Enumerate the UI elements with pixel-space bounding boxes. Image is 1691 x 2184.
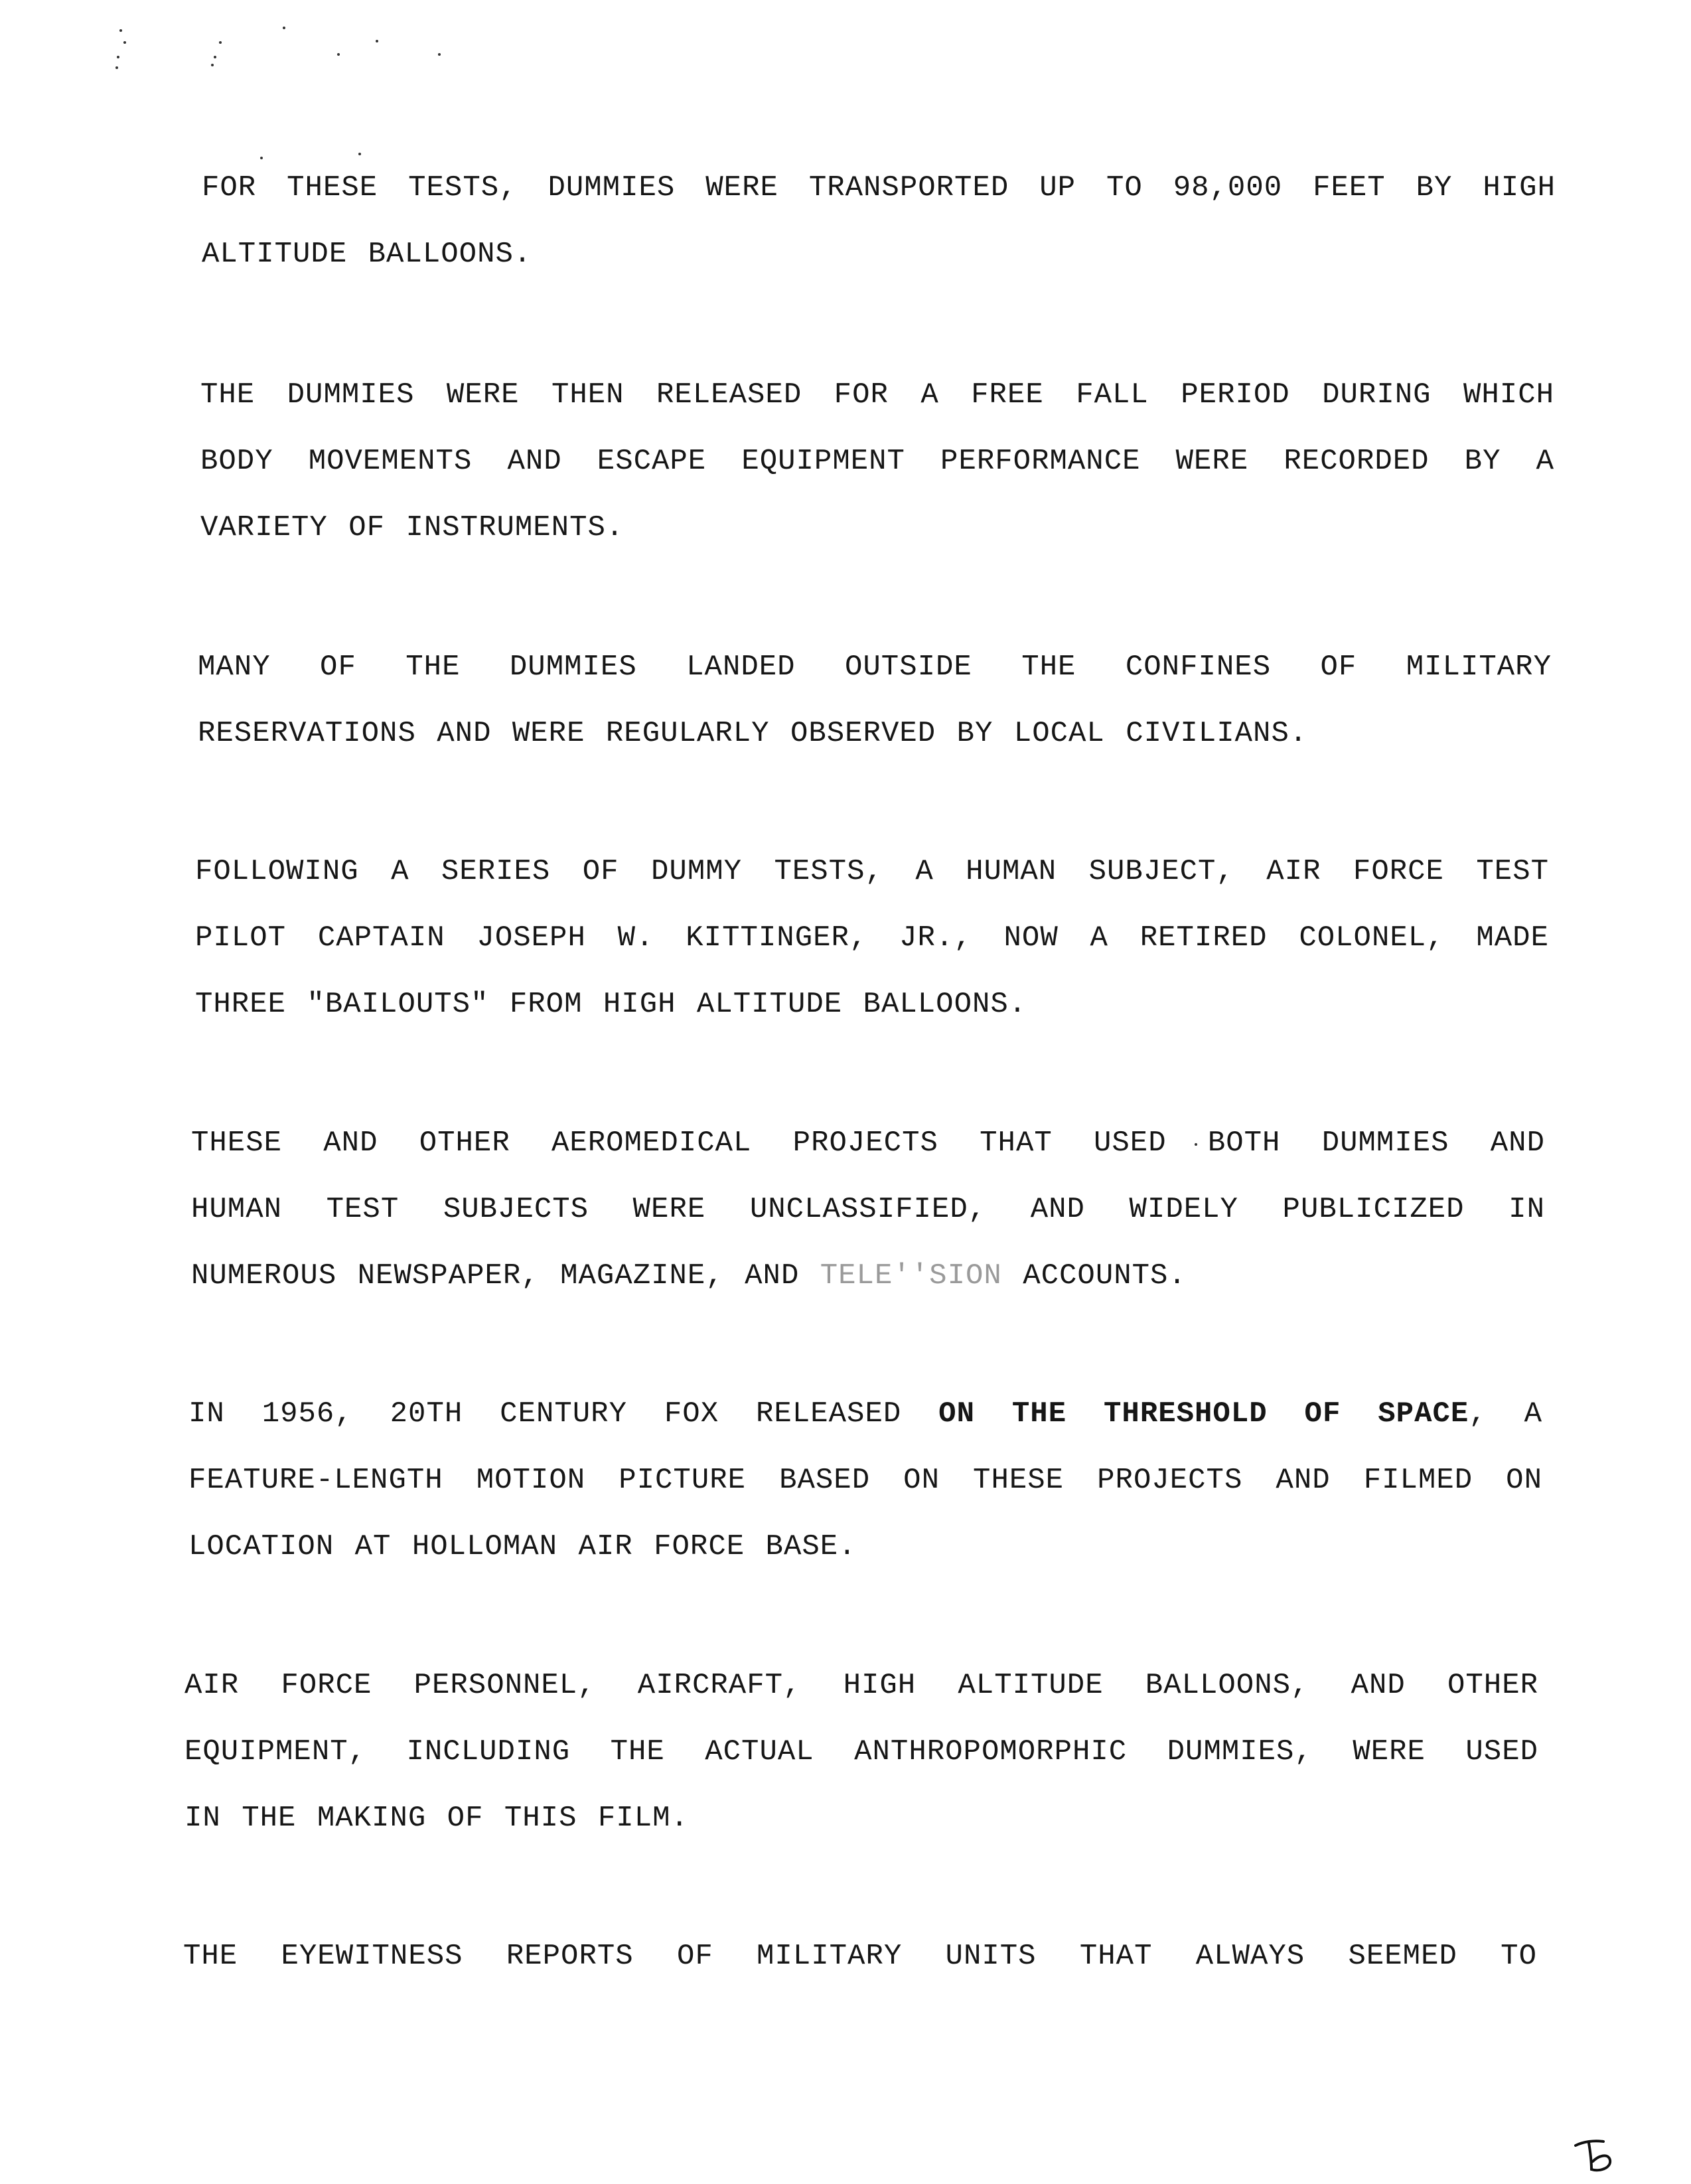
paragraph-6-line-1-before: IN 1956, 20TH CENTURY FOX RELEASED <box>188 1397 939 1431</box>
paragraph-7 <box>184 1652 1538 1851</box>
paragraph-5-line-3 <box>191 1243 1545 1309</box>
paragraph-1-line-2: ALTITUDE BALLOONS. <box>202 238 532 271</box>
paragraph-8 <box>183 1923 1537 1989</box>
paragraph-3-line-1: MANY OF THE DUMMIES LANDED OUTSIDE THE CONFINES OF MILITARY <box>198 651 1552 684</box>
paragraph-2 <box>200 362 1554 561</box>
paragraph-3-line-2: RESERVATIONS AND WERE REGULARLY OBSERVED BY LOCAL CIVILIANS. <box>198 717 1308 750</box>
paragraph-3 <box>198 634 1552 767</box>
paragraph-8-line-1: THE EYEWITNESS REPORTS OF MILITARY UNITS THAT ALWAYS SEEMED TO <box>183 1940 1537 1973</box>
paragraph-2-line-2: BODY MOVEMENTS AND ESCAPE EQUIPMENT PERFORMANCE WERE RECORDED BY A <box>200 445 1554 478</box>
paragraph-4-line-2: PILOT CAPTAIN JOSEPH W. KITTINGER, JR., NOW A RETIRED COLONEL, MADE <box>195 921 1549 955</box>
paragraph-7-line-3: IN THE MAKING OF THIS FILM. <box>184 1802 689 1835</box>
paragraph-6 <box>188 1381 1542 1580</box>
paragraph-5-line-3-after: ACCOUNTS. <box>1001 1259 1187 1292</box>
paragraph-2-line-3: VARIETY OF INSTRUMENTS. <box>200 511 625 544</box>
paragraph-4-line-1: FOLLOWING A SERIES OF DUMMY TESTS, A HUMAN SUBJECT, AIR FORCE TEST <box>195 855 1549 888</box>
paragraph-6-line-1-after: , A <box>1469 1397 1543 1431</box>
paragraph-1 <box>202 155 1556 287</box>
paragraph-5-line-2: HUMAN TEST SUBJECTS WERE UNCLASSIFIED, AND WIDELY PUBLICIZED IN <box>191 1193 1545 1226</box>
paragraph-6-line-3: LOCATION AT HOLLOMAN AIR FORCE BASE. <box>188 1530 857 1563</box>
handwritten-page-number <box>1572 2131 1618 2177</box>
paragraph-2-line-1: THE DUMMIES WERE THEN RELEASED FOR A FREE FALL PERIOD DURING WHICH <box>200 378 1554 412</box>
paragraph-4 <box>195 838 1549 1038</box>
paragraph-5-line-3-before: NUMEROUS NEWSPAPER, MAGAZINE, AND <box>191 1259 820 1292</box>
paragraph-5-faded-text: TELE''SION <box>820 1259 1002 1292</box>
paragraph-6-line-1 <box>188 1381 1542 1447</box>
film-title: ON THE THRESHOLD OF SPACE <box>938 1397 1469 1431</box>
paragraph-5 <box>191 1110 1545 1309</box>
paragraph-5-line-1: THESE AND OTHER AEROMEDICAL PROJECTS THAT USED BOTH DUMMIES AND <box>191 1127 1545 1160</box>
paragraph-7-line-1: AIR FORCE PERSONNEL, AIRCRAFT, HIGH ALTITUDE BALLOONS, AND OTHER <box>184 1669 1538 1702</box>
paragraph-1-line-1: FOR THESE TESTS, DUMMIES WERE TRANSPORTED UP TO 98,000 FEET BY HIGH <box>202 171 1556 204</box>
paragraph-4-line-3: THREE "BAILOUTS" FROM HIGH ALTITUDE BALLOONS. <box>195 988 1027 1021</box>
paragraph-7-line-2: EQUIPMENT, INCLUDING THE ACTUAL ANTHROPOMORPHIC DUMMIES, WERE USED <box>184 1735 1538 1768</box>
paragraph-6-line-2: FEATURE-LENGTH MOTION PICTURE BASED ON THESE PROJECTS AND FILMED ON <box>188 1464 1542 1497</box>
